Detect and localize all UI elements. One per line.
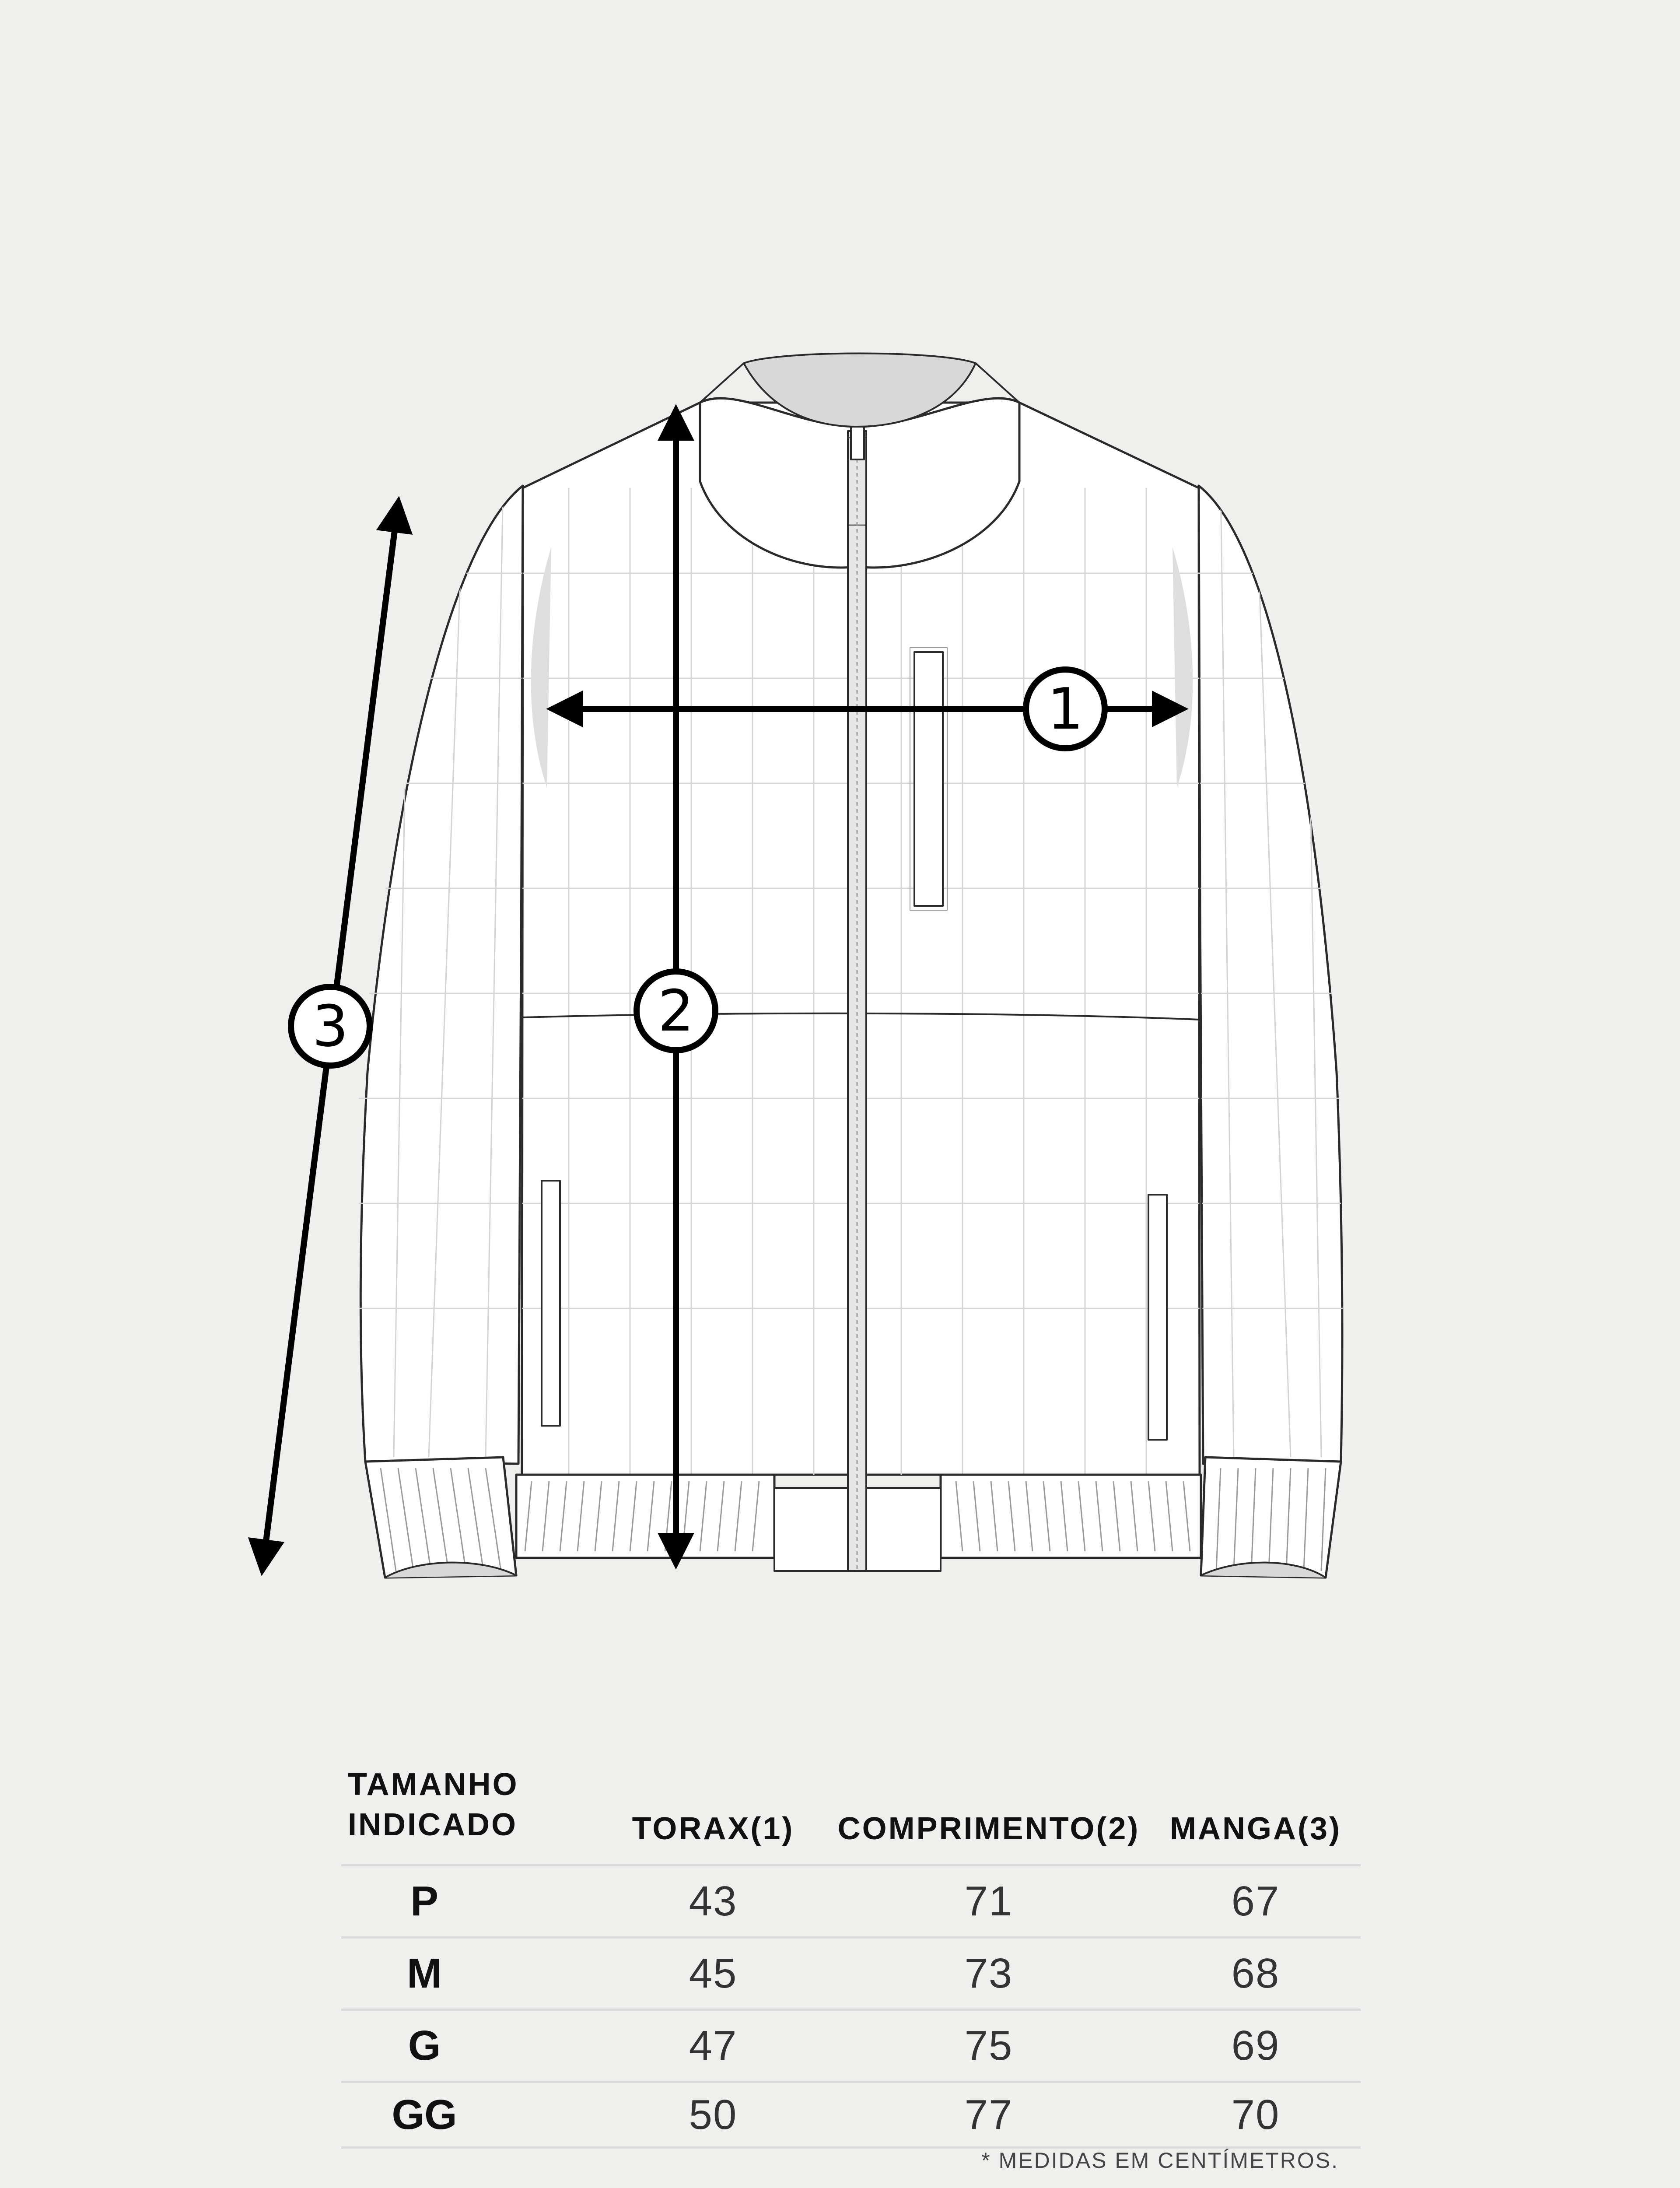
size-cell: G	[408, 2022, 441, 2069]
zipper-pull	[851, 427, 864, 459]
right-sleeve	[1199, 486, 1342, 1464]
torax-cell: 43	[689, 1878, 738, 1925]
jacket-illustration	[359, 354, 1348, 1578]
size-table	[341, 1755, 1361, 2149]
left-sleeve	[360, 486, 523, 1464]
table-row	[341, 2011, 1361, 2083]
torax-cell: 45	[689, 1950, 738, 1997]
header-size	[348, 1764, 519, 1845]
header-manga: MANGA(3)	[1170, 1811, 1341, 1846]
manga-cell: 69	[1231, 2022, 1280, 2069]
table-row	[341, 2083, 1361, 2149]
torax-cell: 50	[689, 2091, 738, 2138]
header-size-line-1: TAMANHO	[348, 1767, 519, 1802]
torax-cell: 47	[689, 2022, 738, 2069]
right-hand-pocket	[1148, 1195, 1167, 1440]
chest-pocket	[914, 652, 943, 906]
size-cell: P	[410, 1878, 439, 1925]
comprimento-cell: 77	[964, 2091, 1013, 2138]
table-row	[341, 1939, 1361, 2011]
marker-3-label: 3	[312, 993, 349, 1059]
manga-cell: 67	[1231, 1878, 1280, 1925]
marker-1-label: 1	[1047, 676, 1084, 742]
table-header	[341, 1755, 1361, 1866]
left-hand-pocket	[542, 1181, 560, 1426]
manga-cell: 68	[1231, 1950, 1280, 1997]
header-torax: TORAX(1)	[632, 1811, 794, 1846]
header-size-line-2: INDICADO	[348, 1807, 518, 1842]
marker-2-label: 2	[658, 978, 694, 1044]
header-comprimento: COMPRIMENTO(2)	[837, 1811, 1140, 1846]
measurement-footnote: * MEDIDAS EM CENTÍMETROS.	[981, 2148, 1339, 2173]
table-row	[341, 1866, 1361, 1939]
size-cell: GG	[392, 2091, 457, 2138]
comprimento-cell: 71	[964, 1878, 1013, 1925]
size-cell: M	[407, 1950, 442, 1997]
manga-cell: 70	[1231, 2091, 1280, 2138]
comprimento-cell: 73	[964, 1950, 1013, 1997]
comprimento-cell: 75	[964, 2022, 1013, 2069]
